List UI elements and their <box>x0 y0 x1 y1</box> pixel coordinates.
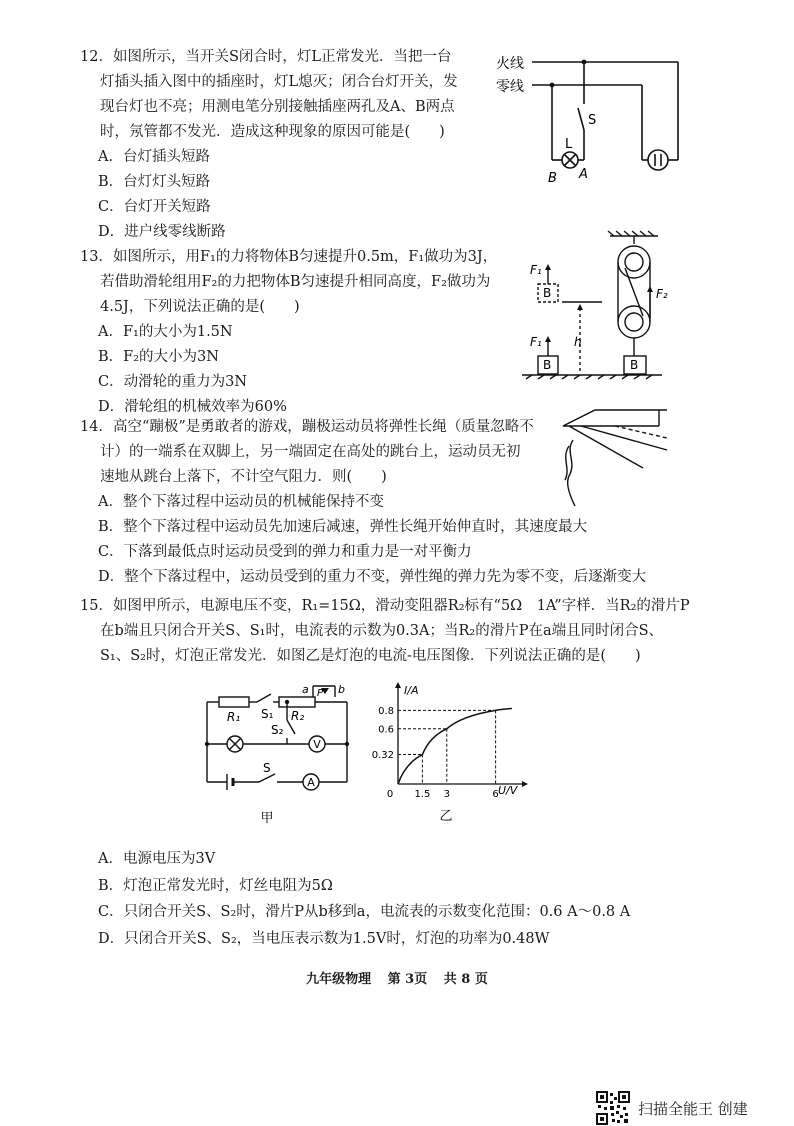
q12-option-c[interactable]: C．台灯开关短路 <box>98 199 211 215</box>
q15-iu-chart <box>362 680 530 830</box>
chart-x-tick-label: 0 <box>386 789 394 800</box>
neutral-wire-label: 零线 <box>496 79 524 95</box>
ammeter-label: A <box>307 776 315 789</box>
q13-stem-line: 13．如图所示，用F₁的力将物体B匀速提升0.5m，F₁做功为3J， <box>80 249 498 265</box>
height-h-label: h <box>574 335 582 349</box>
q13-pulley-figure <box>518 228 668 384</box>
chart-x-tick-label: 1.5 <box>414 789 431 800</box>
chart-guides <box>398 710 496 784</box>
chart-series <box>398 709 512 784</box>
q15-option-d[interactable]: D．只闭合开关S、S₂，当电压表示数为1.5V时，灯泡的功率为0.48W <box>98 930 550 947</box>
voltmeter-label: V <box>313 738 321 751</box>
block-b-label: B <box>543 358 552 372</box>
q13-option-c[interactable]: C．动滑轮的重力为3N <box>98 374 248 390</box>
question-15 <box>80 594 690 669</box>
q15-option-c[interactable]: C．只闭合开关S、S₂时，滑片P从b移到a，电流表的示数变化范围：0.6 A～0.8 A <box>98 904 631 920</box>
q14-stem-line: 14．高空“蹦极”是勇敢者的游戏，蹦极运动员将弹性长绳（质量忽略不 <box>80 419 534 435</box>
question-15-options <box>80 846 630 952</box>
q13-option-b[interactable]: B．F₂的大小为3N <box>98 349 219 365</box>
force-f2-label: F₂ <box>656 287 668 301</box>
chart-x-arrow <box>522 781 528 787</box>
q14-option-c[interactable]: C．下落到最低点时运动员受到的弹力和重力是一对平衡力 <box>98 544 472 560</box>
q12-stem-line: 时，氖管都不发光．造成这种现象的原因可能是( ) <box>100 124 445 140</box>
chart-y-axis-label: I/A <box>404 684 419 697</box>
switch-s-label: S <box>588 113 597 128</box>
q12-option-a[interactable]: A．台灯插头短路 <box>98 149 210 165</box>
force-f1-label: F₁ <box>530 335 542 349</box>
q15-stem-line: S₁、S₂时，灯泡正常发光．如图乙是灯泡的电流-电压图像．下列说法正确的是( ) <box>100 648 641 664</box>
q14-bungee-figure <box>555 408 675 514</box>
chart-x-tick-label: 6 <box>492 789 499 800</box>
end-b-label: b <box>338 683 345 696</box>
resistor-r1-label: R₁ <box>227 710 241 724</box>
footer-page: 第 3页 <box>387 972 428 987</box>
chart-y-arrow <box>395 682 401 688</box>
q15-circuit-figure <box>195 680 355 828</box>
q13-stem-line: 4.5J，下列说法正确的是( ) <box>100 299 300 315</box>
switch-s1-label: S₁ <box>261 707 274 721</box>
force-f1-dashed-label: F₁ <box>530 263 542 277</box>
figure-b-caption: 乙 <box>439 809 453 824</box>
point-b-label: B <box>548 171 557 186</box>
qr-code-icon <box>596 1091 630 1125</box>
watermark-text: 扫描全能王 创建 <box>638 1099 748 1118</box>
q13-option-a[interactable]: A．F₁的大小为1.5N <box>98 324 233 340</box>
q15-stem-line: 在b端且只闭合开关S、S₁时，电流表的示数为0.3A；当R₂的滑片P在a端且同时闭合S、 <box>100 623 664 639</box>
chart-ticks <box>372 706 499 800</box>
q12-option-b[interactable]: B．台灯灯头短路 <box>98 174 211 190</box>
end-a-label: a <box>302 683 309 696</box>
live-wire-label: 火线 <box>496 56 524 72</box>
q14-stem-line: 速地从跳台上落下，不计空气阻力．则( ) <box>100 469 387 485</box>
scanner-watermark <box>596 1090 748 1126</box>
lamp-l-label: L <box>565 137 573 152</box>
q14-option-a[interactable]: A．整个下落过程中运动员的机械能保持不变 <box>98 494 384 510</box>
page-footer <box>0 968 794 987</box>
question-13 <box>80 245 497 420</box>
q14-option-d[interactable]: D．整个下落过程中，运动员受到的重力不变，弹性绳的弹力先为零不变，后逐渐变大 <box>98 569 647 585</box>
chart-x-axis-label: U/V <box>498 784 518 797</box>
chart-x-tick-label: 3 <box>443 789 450 800</box>
rheostat-r2-label: R₂ <box>291 709 305 723</box>
chart-y-tick-label: 0.8 <box>378 705 394 717</box>
slider-p-label: P <box>317 688 324 699</box>
q12-circuit-figure <box>492 44 688 194</box>
chart-series-line <box>398 709 512 784</box>
q12-stem-line: 12．如图所示，当开关S闭合时，灯L正常发光．当把一台 <box>80 49 452 65</box>
q12-option-d[interactable]: D．进户线零线断路 <box>98 224 226 240</box>
chart-y-tick-label: 0.32 <box>371 750 394 762</box>
chart-axes <box>395 682 528 787</box>
q15-option-b[interactable]: B．灯泡正常发光时，灯丝电阻为5Ω <box>98 877 333 894</box>
chart-y-tick-label: 0.6 <box>378 724 394 736</box>
q15-option-a[interactable]: A．电源电压为3V <box>98 851 216 867</box>
q12-stem-line: 现台灯也不亮；用测电笔分别接触插座两孔及A、B两点 <box>100 99 455 115</box>
q14-option-b[interactable]: B．整个下落过程中运动员先加速后减速，弹性长绳开始伸直时，其速度最大 <box>98 519 588 535</box>
point-a-label: A <box>579 167 588 182</box>
q12-stem-line: 灯插头插入图中的插座时，灯L熄灭；闭合台灯开关，发 <box>100 74 458 90</box>
q13-stem-line: 若借助滑轮组用F₂的力把物体B匀速提升相同高度，F₂做功为 <box>100 274 491 290</box>
switch-s2-label: S₂ <box>271 723 284 737</box>
q14-stem-line: 计）的一端系在双脚上，另一端固定在高处的跳台上，运动员无初 <box>100 444 521 460</box>
q13-option-d[interactable]: D．滑轮组的机械效率为60% <box>98 399 287 415</box>
q15-stem-line: 15．如图甲所示，电源电压不变，R₁=15Ω，滑动变阻器R₂标有“5Ω 1A”字样．当R₂的滑片P <box>80 598 690 614</box>
figure-a-caption: 甲 <box>260 811 274 826</box>
block-b-dashed-label: B <box>543 286 552 300</box>
footer-total: 共 8 页 <box>443 972 488 987</box>
footer-subject: 九年级物理 <box>306 972 372 987</box>
block-b-pulley-label: B <box>630 358 639 372</box>
question-12 <box>80 45 458 245</box>
switch-s-label: S <box>263 761 271 775</box>
